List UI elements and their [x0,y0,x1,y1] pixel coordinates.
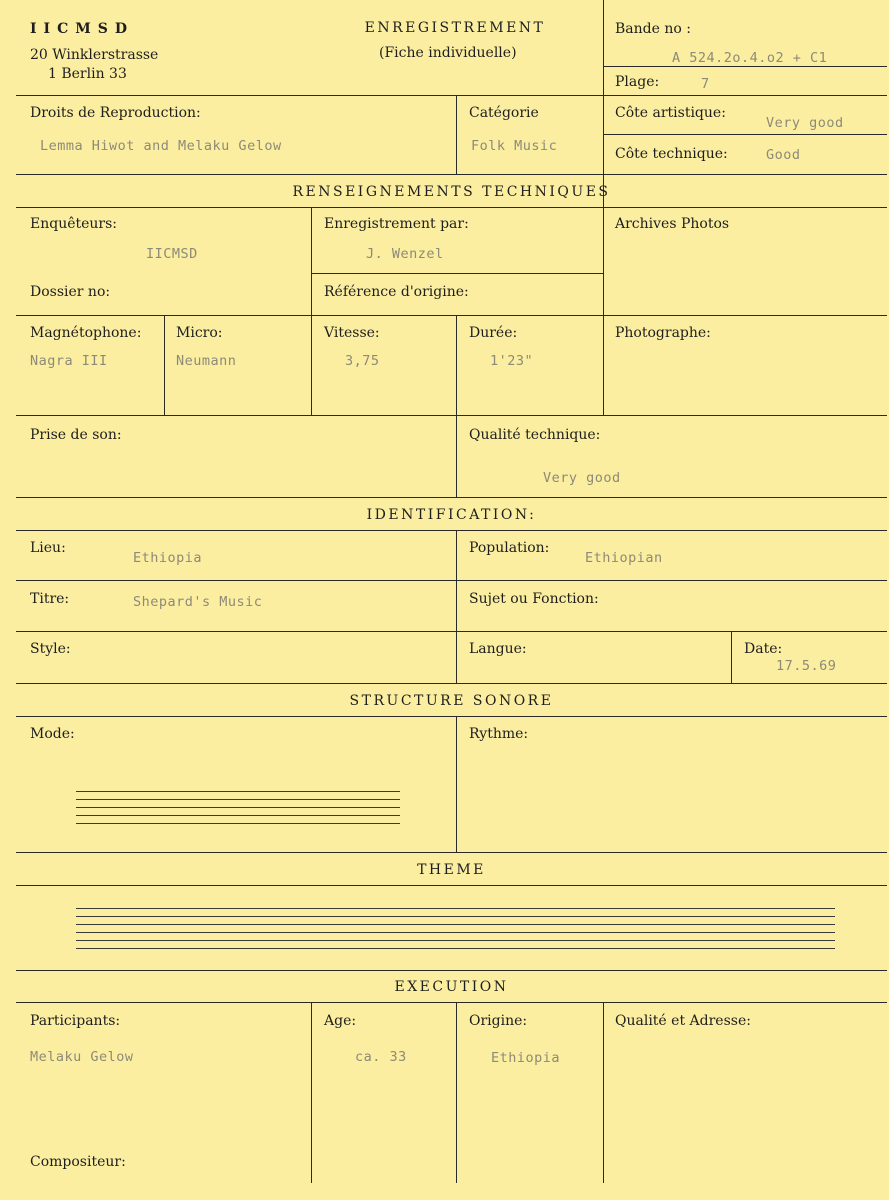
qualite-technique-label: Qualité technique: [469,427,601,443]
mode-staff-line [76,815,400,816]
lieu-value: Ethiopia [133,550,203,566]
rule [311,207,312,415]
enqueteurs-value: IICMSD [146,246,198,262]
enqueteurs-label: Enquêteurs: [30,216,118,232]
vitesse-value: 3,75 [345,353,380,369]
archives-photos-label: Archives Photos [615,216,730,232]
droits-label: Droits de Reproduction: [30,105,201,121]
magnetophone-label: Magnétophone: [30,325,142,341]
rule [164,315,165,415]
date-value: 17.5.69 [776,658,837,674]
cote-technique-label: Côte technique: [615,146,728,162]
categorie-value: Folk Music [471,138,558,154]
plage-value: 7 [701,76,710,92]
rule [16,683,887,684]
org-logo: IICMSD [30,21,134,37]
rule [16,580,887,581]
theme-staff-line [76,948,835,949]
form-title: ENREGISTREMENT [364,20,546,36]
address-city: 1 Berlin 33 [48,66,127,82]
rule [16,716,887,717]
rule [16,207,887,208]
magnetophone-value: Nagra III [30,353,108,369]
form-subtitle: (Fiche individuelle) [379,45,517,61]
droits-value: Lemma Hiwot and Melaku Gelow [40,138,282,154]
cote-artistique-value: Very good [766,115,844,131]
theme-staff-line [76,932,835,933]
dossier-label: Dossier no: [30,284,111,300]
rule [16,1002,887,1003]
theme-staff-line [76,940,835,941]
rule [456,1002,457,1183]
plage-label: Plage: [615,74,660,90]
categorie-label: Catégorie [469,105,539,121]
mode-staff-line [76,791,400,792]
participants-label: Participants: [30,1013,121,1029]
rule [456,716,457,852]
cote-technique-value: Good [766,147,801,163]
mode-staff-line [76,823,400,824]
participants-value: Melaku Gelow [30,1049,134,1065]
theme-staff-line [76,908,835,909]
rule [456,315,457,497]
micro-value: Neumann [176,353,237,369]
rule [16,95,887,96]
prise-de-son-label: Prise de son: [30,427,122,443]
rule [16,415,887,416]
population-label: Population: [469,540,550,556]
duree-value: 1'23" [490,353,534,369]
reference-origine-label: Référence d'origine: [324,284,469,300]
rule [311,1002,312,1183]
age-value: ca. 33 [355,1049,407,1065]
titre-label: Titre: [30,591,70,607]
vitesse-label: Vitesse: [324,325,380,341]
age-label: Age: [324,1013,357,1029]
rule [603,66,887,67]
rule [603,0,604,207]
mode-staff-line [76,807,400,808]
theme-staff-line [76,916,835,917]
origine-label: Origine: [469,1013,528,1029]
rule [16,631,887,632]
rule [456,530,457,683]
duree-label: Durée: [469,325,518,341]
rule [16,530,887,531]
theme-staff-line [76,924,835,925]
rule [731,631,732,683]
enregistrement-par-value: J. Wenzel [366,246,444,262]
micro-label: Micro: [176,325,223,341]
origine-value: Ethiopia [491,1050,561,1066]
section-heading-theme: THEME [417,862,486,878]
titre-value: Shepard's Music [133,594,263,610]
rule [603,134,887,135]
langue-label: Langue: [469,641,527,657]
section-heading-execution: EXECUTION [394,979,509,995]
rythme-label: Rythme: [469,726,529,742]
rule [16,497,887,498]
bande-label: Bande no : [615,21,691,37]
rule [16,315,887,316]
style-label: Style: [30,641,71,657]
lieu-label: Lieu: [30,540,66,556]
rule [16,970,887,971]
cote-artistique-label: Côte artistique: [615,105,726,121]
rule [603,1002,604,1183]
rule [16,885,887,886]
date-label: Date: [744,641,783,657]
photographe-label: Photographe: [615,325,711,341]
qualite-adresse-label: Qualité et Adresse: [615,1013,751,1029]
population-value: Ethiopian [585,550,663,566]
rule [311,273,603,274]
compositeur-label: Compositeur: [30,1154,126,1170]
address-street: 20 Winklerstrasse [30,47,159,63]
mode-staff-line [76,799,400,800]
sujet-fonction-label: Sujet ou Fonction: [469,591,599,607]
rule [456,95,457,174]
section-heading-structure: STRUCTURE SONORE [349,693,554,709]
rule [16,852,887,853]
rule [603,207,604,415]
mode-label: Mode: [30,726,75,742]
rule [16,174,887,175]
qualite-technique-value: Very good [543,470,621,486]
section-heading-identification: IDENTIFICATION: [366,507,537,523]
section-heading-technique: RENSEIGNEMENTS TECHNIQUES [292,184,611,200]
enregistrement-par-label: Enregistrement par: [324,216,469,232]
bande-value: A 524.2o.4.o2 + C1 [672,50,828,66]
